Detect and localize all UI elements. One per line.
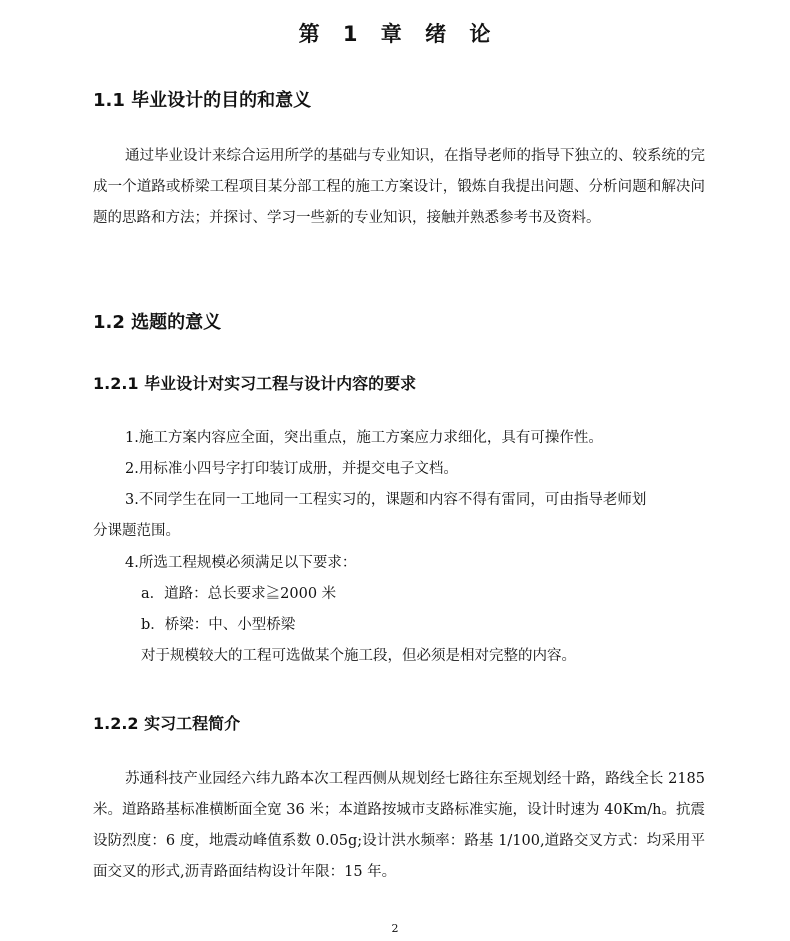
requirement-sub-item-b: b．桥梁：中、小型桥梁	[141, 617, 296, 633]
requirement-item-1: 1.施工方案内容应全面，突出重点，施工方案应力求细化，具有可操作性。	[125, 430, 603, 446]
requirement-item-4: 4.所选工程规模必须满足以下要求：	[125, 555, 357, 571]
requirement-item-3-continued: 分课题范围。	[93, 523, 180, 539]
section-heading-1-2-2: 1.2.2 实习工程简介	[93, 714, 241, 733]
page-number: 2	[391, 922, 399, 935]
chapter-title: 第 1 章 绪 论	[298, 22, 492, 46]
section-heading-1-2-1: 1.2.1 毕业设计对实习工程与设计内容的要求	[93, 374, 417, 393]
requirement-sub-item-a: a．道路：总长要求≧2000 米	[141, 586, 337, 602]
section-1-1-paragraph: 通过毕业设计来综合运用所学的基础与专业知识，在指导老师的指导下独立的、较系统的完成一个道路或桥梁工程项目某分部工程的施工方案设计，锻炼自我提出问题、分析问题和解决问题的思路和方法；并探讨、学习一些新的专业知识，接触并熟悉参考书及资料。	[93, 148, 705, 226]
requirement-item-3: 3.不同学生在同一工地同一工程实习的，课题和内容不得有雷同，可由指导老师划	[125, 492, 647, 508]
section-1-2-2-paragraph: 苏通科技产业园经六纬九路本次工程西侧从规划经七路往东至规划经十路，路线全长 2185 米。道路路基标准横断面全宽 36 米；本道路按城市支路标准实施，设计时速为 40Km/h。抗震设防烈度：6 度，地震动峰值系数 0.05g;设计洪水频率：路基 1/100,道路交叉方式：均采用平面交叉的形式,沥青路面结构设计年限：15 年。	[93, 771, 705, 880]
requirement-item-2: 2.用标准小四号字打印装订成册，并提交电子文档。	[125, 461, 458, 477]
requirement-note: 对于规模较大的工程可选做某个施工段，但必须是相对完整的内容。	[141, 648, 576, 664]
section-heading-1-1: 1.1 毕业设计的目的和意义	[93, 90, 312, 111]
section-heading-1-2: 1.2 选题的意义	[93, 312, 222, 333]
